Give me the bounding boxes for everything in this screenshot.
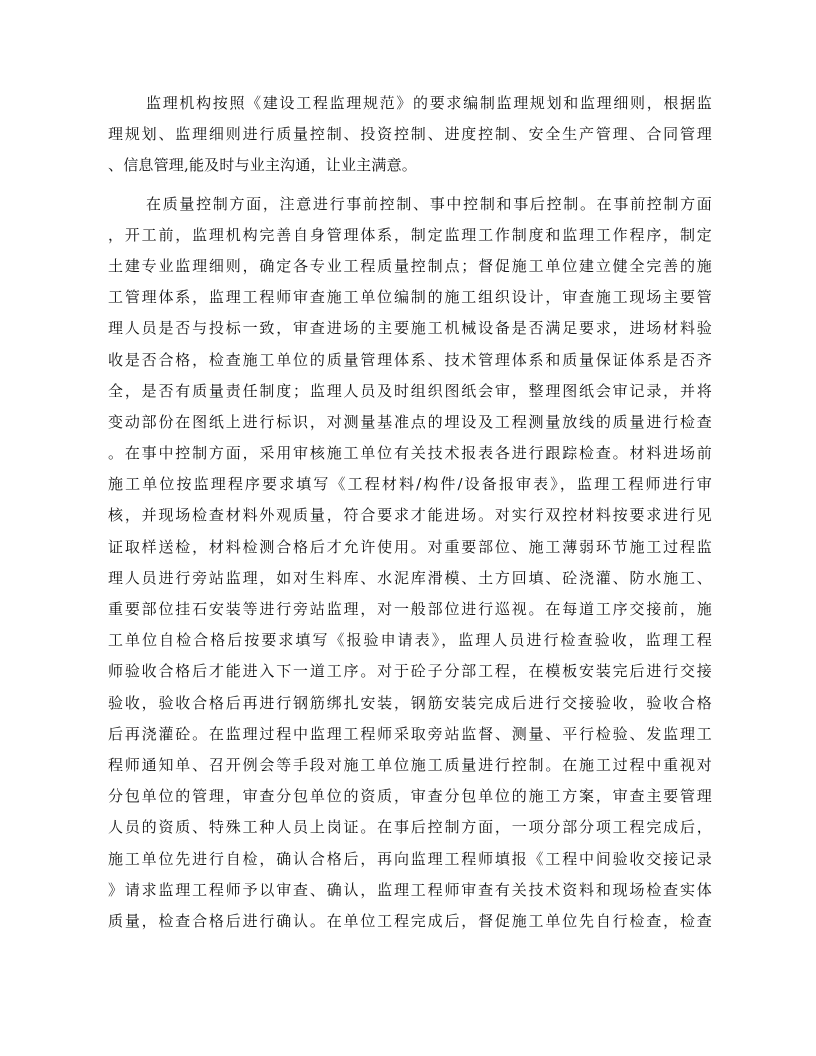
text-line: 变动部份在图纸上进行标识，对测量基准点的埋设及工程测量放线的质量进行检查 [108,412,712,431]
text-line: 施工单位先进行自检，确认合格后，再向监理工程师填报《工程中间验收交接记录 [108,849,712,868]
text-line: 理人员是否与投标一致，审查进场的主要施工机械设备是否满足要求，进场材料验 [108,319,712,338]
text-line: 监理机构按照《建设工程监理规范》的要求编制监理规划和监理细则，根据监 [146,94,712,112]
text-line: 工单位自检合格后按要求填写《报验申请表》，监理人员进行检查验收，监理工程 [108,631,712,650]
text-line: 全，是否有质量责任制度；监理人员及时组织图纸会审，整理图纸会审记录，并将 [108,381,712,400]
text-line: 在质量控制方面，注意进行事前控制、事中控制和事后控制。在事前控制方面 [146,194,712,213]
text-line: 分包单位的管理，审查分包单位的资质，审查分包单位的施工方案，审查主要管理 [108,787,712,806]
text-line: 理规划、监理细则进行质量控制、投资控制、进度控制、安全生产管理、合同管理 [108,125,712,144]
text-line: 、信息管理,能及时与业主沟通，让业主满意。 [108,156,417,175]
text-line: 人员的资质、特殊工种人员上岗证。在事后控制方面，一项分部分项工程完成后， [108,818,712,837]
text-line: 核，并现场检查材料外观质量，符合要求才能进场。对实行双控材料按要求进行见 [108,506,712,525]
text-line: 。在事中控制方面，采用审核施工单位有关技术报表各进行跟踪检查。材料进场前 [108,444,712,463]
text-line: 工管理体系，监理工程师审查施工单位编制的施工组织设计，审查施工现场主要管 [108,288,712,307]
text-line: 》请求监理工程师予以审查、确认，监理工程师审查有关技术资料和现场检查实体 [108,880,712,899]
text-line: 重要部位挂石安装等进行旁站监理，对一般部位进行巡视。在每道工序交接前，施 [108,600,712,618]
text-line: 验收，验收合格后再进行钢筋绑扎安装，钢筋安装完成后进行交接验收，验收合格 [108,693,712,712]
document-page [108,88,712,944]
text-line: 师验收合格后才能进入下一道工序。对于砼子分部工程，在模板安装完后进行交接 [108,662,712,681]
text-line: ，开工前，监理机构完善自身管理体系，制定监理工作制度和监理工作程序，制定 [108,225,712,244]
text-line: 程师通知单、召开例会等手段对施工单位施工质量进行控制。在施工过程中重视对 [108,755,712,774]
text-line: 收是否合格，检查施工单位的质量管理体系、技术管理体系和质量保证体系是否齐 [108,350,712,369]
text-line: 证取样送检，材料检测合格后才允许使用。对重要部位、施工薄弱环节施工过程监 [108,537,712,556]
paragraph-quality-control [108,189,712,938]
text-line: 理人员进行旁站监理，如对生料库、水泥库滑模、土方回填、砼浇灌、防水施工、 [108,568,712,587]
text-line: 质量，检查合格后进行确认。在单位工程完成后，督促施工单位先自行检查，检查 [108,911,712,930]
text-line: 土建专业监理细则，确定各专业工程质量控制点；督促施工单位建立健全完善的施 [108,256,712,275]
paragraph-supervision-planning [108,88,712,182]
text-line: 后再浇灌砼。在监理过程中监理工程师采取旁站监督、测量、平行检验、发监理工 [108,724,712,743]
text-line: 施工单位按监理程序要求填写《工程材料/构件/设备报审表》，监理工程师进行审 [108,475,712,494]
